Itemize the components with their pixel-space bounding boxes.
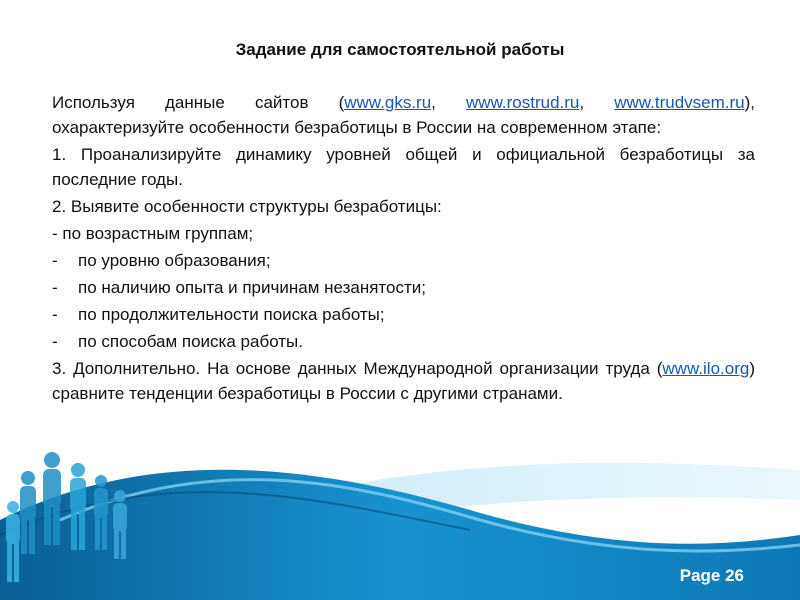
slide-content [52, 90, 755, 408]
intro-separator-1: , [431, 93, 467, 112]
bullet-mark: - [52, 251, 58, 270]
intro-text-after: ), охарактеризуйте особенности безработицы в России на современном этапе: [52, 93, 755, 137]
bullet-text: по продолжительности поиска работы; [78, 305, 385, 324]
item3-text-before: 3. Дополнительно. На основе данных Международной организации труда ( [52, 359, 663, 378]
page-number: Page 26 [679, 566, 744, 585]
task-item-3 [52, 356, 755, 406]
slide-title: Задание для самостоятельной работы [235, 40, 565, 59]
bullet-text: по уровню образования; [78, 251, 271, 270]
bullet-item [52, 329, 755, 354]
intro-text-before: Используя данные сайтов ( [52, 93, 345, 112]
link-gks[interactable]: www.gks.ru [344, 93, 432, 112]
bullet-text: по наличию опыта и причинам незанятости; [78, 278, 426, 297]
task-item-1: 1. Проанализируйте динамику уровней общей и официальной безработицы за последние годы. [52, 145, 755, 189]
bullet-mark: - [52, 305, 58, 324]
bullet-mark: - [52, 278, 58, 297]
intro-separator-2: , [579, 93, 615, 112]
item3-text-after: ) сравните тенденции безработицы в России с другими странами. [52, 359, 755, 403]
task-item-2-age-groups: - по возрастным группам; [52, 224, 254, 243]
bullet-item [52, 275, 755, 300]
bullet-mark: - [52, 332, 58, 351]
intro-paragraph [52, 90, 755, 140]
bullet-item [52, 302, 755, 327]
link-ilo[interactable]: www.ilo.org [662, 359, 750, 378]
bullet-item [52, 248, 755, 273]
bullet-text: по способам поиска работы. [78, 332, 304, 351]
link-rostrud[interactable]: www.rostrud.ru [466, 93, 580, 112]
link-trudvsem[interactable]: www.trudvsem.ru [614, 93, 745, 112]
task-item-2: 2. Выявите особенности структуры безработицы: [52, 197, 442, 216]
